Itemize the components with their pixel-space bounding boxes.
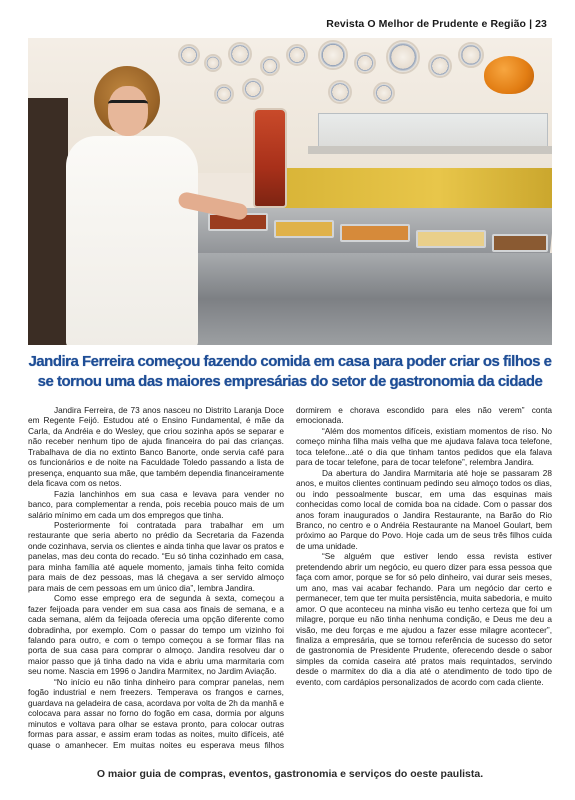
article-photo — [28, 38, 552, 345]
decorative-plate — [286, 44, 308, 66]
article-paragraph: Posteriormente foi contratada para trabalhar em um restaurante que seria aberto no prédio da Secretaria da Fazenda onde cozinhava, servia os clientes e ainda tinha que lavar os pratos e panelas, mas deu conta do recado. “Eu só tinha cozinhado em casa, para minha família até aquele momento, jamais tinha feito comida para mais de dez pessoas, mas lá chegava a ser servido almoço para mais de cem pessoas em um único dia”, lembra Jandira. — [28, 519, 284, 593]
article-headline: Jandira Ferreira começou fazendo comida em casa para poder criar os filhos e se tornou uma das maiores empresárias do setor de gastronomia da cidade — [28, 353, 552, 390]
woman-figure — [66, 136, 198, 345]
food-tray — [274, 220, 334, 238]
photo-shadow-area — [28, 98, 68, 345]
decorative-plate — [354, 52, 376, 74]
article-paragraph: Jandira Ferreira, de 73 anos nasceu no Distrito Laranja Doce em Regente Feijó. Estudou até o Ensino Fundamental, é mãe da Carla, da Andréia e do Wesley, que criou sozinha após se separar e não receber nenhum tipo de ajuda financeira do pai das crianças. Trabalhava de dia no extinto Banco Banorte, onde servia café para os funcionários e de noite na Faculdade Toledo passando a lista de presença, enquanto sua mãe, que também dependia financeiramente dela ficava com os netos. — [28, 405, 284, 489]
decorative-plate — [328, 80, 352, 104]
article-paragraph: Da abertura do Jandira Marmitaria até hoje se passaram 28 anos, e muitos clientes continuam pedindo seu almoço todos os dias, ou indo pessoalmente buscar, em uma das esquinas mais conhecidas como local de comida boa na cidade. Com o passar dos anos foram inaugurados o Jandira Restaurante, na Barão do Rio Branco, no centro e o Andréia Restaurante na Manoel Goulart, bem próximo ao Parque do Povo. Hoje cada um de seus três filhos cuida de uma unidade. — [296, 467, 552, 551]
article-paragraph: “Se alguém que estiver lendo essa revista estiver pretendendo abrir um negócio, eu quero dizer para essa pessoa que faça com amor, porque se for só pelo dinheiro, vai durar seis meses, um ano, mas vai acabar fechando. Para um negócio dar certo e permanecer, tem que ter muita persistência, muita sabedoria, e muito amor. O que aconteceu na minha visão eu tenho certeza que foi um milagre, porque eu não tinha nenhuma condição, e Deus me deu a visão, me deu forças e me ajudou a fazer esse milagre acontecer”, finaliza a empresária, que se tornou referência de sucesso do setor de gastronomia de Presidente Prudente, oferecendo desde o sabor simples da comida caseira até pratos mais requintados, servindo desde o marmitex do dia a dia até o atendimento de todo tipo de evento, com cardápios personalizados de acordo com cada cliente. — [296, 551, 552, 687]
article-paragraph: “No início eu não tinha dinheiro para comprar panelas, nem fogão industrial e nem freezers. Temperava os frangos e carnes, guardava na geladeira de casa, acordava por volta de 2h da manhã e colocava para assar no forno do fogão em casa, dormia por alguns minutos e voltava para olhar se estava pronto, para colocar outras formas para assar, e assim eram todas as noites, muito difíceis, até quase o amanhecer. Em muitas noites eu esperava meus filhos dormirem e chorava escondido para eles não verem” conta emocionada. — [28, 405, 552, 750]
food-tray — [416, 230, 486, 248]
food-tray — [492, 234, 548, 252]
buffet-shelf — [308, 146, 552, 154]
buffet-front-panel — [168, 253, 552, 345]
decorative-plate — [228, 42, 252, 66]
decorative-plate — [458, 42, 484, 68]
article-paragraph: Como esse emprego era de segunda à sexta, começou a fazer feijoada para vender em sua casa aos finais de semana, e a cada semana, além da feijoada oferecia uma opção diferente como dobradinha, por exemplo. Com o passar do tempo um vizinho foi falando para outro, e com o tempo começou a se formar filas na porta de sua casa para comprar o almoço. Jandira resolveu dar o maior passo que já tinha dado na vida e abriu uma marmitaria com seu nome. Nascia em 1996 o Jandira Marmitex, no Jardim Aviação. — [28, 593, 284, 677]
decorative-plate — [428, 54, 452, 78]
decorative-plate — [214, 84, 234, 104]
decorative-plate — [204, 54, 222, 72]
food-tray — [340, 224, 410, 242]
glasses — [108, 100, 148, 110]
decorative-plate — [386, 40, 420, 74]
decorative-plate — [242, 78, 264, 100]
pepper-jar — [253, 108, 287, 208]
article-body — [28, 405, 552, 755]
pumpkin-decoration — [484, 56, 534, 94]
article-paragraph: Fazia lanchinhos em sua casa e levava para vender no banco, para complementar a renda, pois recebia pouco mais de um salário mínimo em cada um dos empregos que tinha. — [28, 488, 284, 520]
woman-face — [108, 86, 148, 136]
decorative-plate — [318, 40, 348, 70]
running-header: Revista O Melhor de Prudente e Região | 23 — [326, 18, 547, 30]
decorative-plate — [260, 56, 280, 76]
footer-tagline: O maior guia de compras, eventos, gastronomia e serviços do oeste paulista. — [96, 768, 484, 780]
article-paragraph: “Além dos momentos difíceis, existiam momentos de riso. No começo minha filha mais velha que me ajudava falava toca telefone, toca telefone...até o dia que tinham tantos pedidos que ela falava para de tocar telefone, para de tocar telefone”, relembra Jandira. — [296, 425, 552, 468]
decorative-plate — [373, 82, 395, 104]
decorative-plate — [178, 44, 200, 66]
